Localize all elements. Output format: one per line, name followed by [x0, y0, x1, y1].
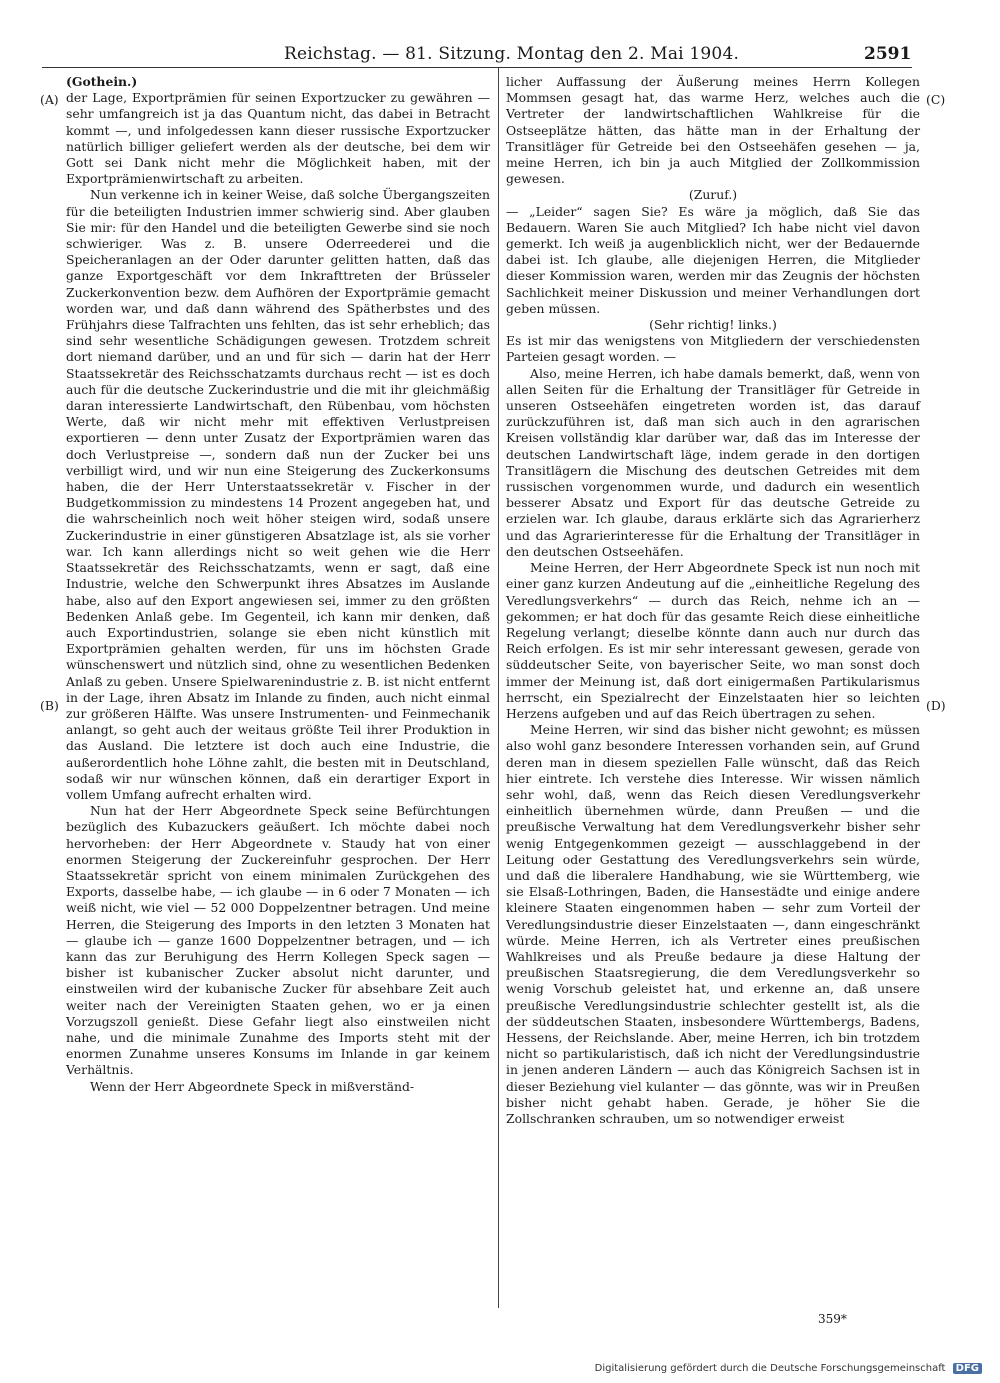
paragraph: — „Leider“ sagen Sie? Es wäre ja möglich, daß Sie das Bedauern. Waren Sie auch Mitglied? Ich habe nicht viel davon gemerkt. Ich weiß ja augenblicklich nicht, wer der Bedauernde dabei ist. Ich glaube, alle diejenigen Herren, die Mitglieder dieser Kommission waren, werden mir das Zeugnis der höchsten Sachlichkeit meiner Diskussion und meiner Verhandlungen dort geben müssen. [506, 203, 920, 316]
paragraph: Es ist mir das wenigstens von Mitgliedern der verschiedensten Parteien gesagt worden. — [506, 333, 920, 365]
dfg-logo: DFG [953, 1363, 982, 1374]
header-rule [42, 67, 912, 68]
page-header [0, 44, 1000, 68]
paragraph: Also, meine Herren, ich habe damals bemerkt, daß, wenn von allen Seiten für die Erhaltung der Transitläger für Getreide in unseren Ostseehäfen eingetreten worden ist, das darauf zurückzuführen ist, daß man sich auch in den agrarischen Kreisen vollständig klar darüber war, daß das im Interesse der deutschen Landwirtschaft läge, indem gerade in den dortigen Transitlägern die Mischung des deutschen Getreides mit dem russischen vorgenommen wurde, und dadurch ein wesentlich besserer Absatz und Export für das deutsche Getreide zu erzielen war. Ich glaube, daraus erklärte sich das Agrarierherz und das Agrarierinteresse für die Erhaltung der Transitläger in den deutschen Ostseehäfen. [506, 365, 920, 559]
paragraph: Nun hat der Herr Abgeordnete Speck seine Befürchtungen bezüglich des Kubazuckers geäußert. Ich möchte dabei noch hervorheben: der Herr Abgeordnete v. Staudy hat von einer enormen Steigerung der Zuckereinfuhr gesprochen. Der Herr Staatssekretär spricht von einem minimalen Zurückgehen des Exports, dasselbe habe, — ich glaube — in 6 oder 7 Monaten — ich weiß nicht, wie viel — 52 000 Doppelzentner betragen. Und meine Herren, die Steigerung des Imports in den letzten 3 Monaten hat — glaube ich — ganze 1600 Doppelzentner betragen, und — ich kann das zur Beruhigung des Herrn Kollegen Speck sagen — bisher ist kubanischer Zucker absolut nicht darunter, und einstweilen wird der kubanische Zucker für absehbare Zeit auch weiter nach der Vereinigten Staaten gehen, wo er ja einen Vorzugszoll genießt. Diese Gefahr liegt also einstweilen nicht nahe, und die minimale Zunahme des Imports steht mit der enormen Zunahme unseres Konsums im Inlande in gar keinem Verhältnis. [66, 803, 490, 1078]
margin-marker-c: (C) [926, 92, 946, 107]
speaker-name: (Gothein.) [66, 74, 138, 89]
paragraph: Meine Herren, der Herr Abgeordnete Speck ist nun noch mit einer ganz kurzen Andeutung auf die „einheitliche Regelung des Veredlungsverkehrs“ — durch das Reich, nehme ich an — gekommen; er hat doch für das gesamte Reich diese einheitliche Regelung verlangt; dieselbe könnte dann auch nur durch das Reich erfolgen. Es ist mir sehr interessant gewesen, gerade von süddeutscher Seite, von bayerischer Seite, wo man sonst doch immer der Meinung ist, daß dort einigermaßen Partikularismus herrscht, ein Spezialrecht der Einzelstaaten hier so leichten Herzens aufgeben und auf das Reich übertragen zu sehen. [506, 560, 920, 721]
page-number: 2591 [864, 44, 912, 64]
margin-marker-d: (D) [926, 698, 946, 713]
interjection: (Zuruf.) [688, 187, 738, 203]
margin-marker-b: (B) [40, 698, 59, 713]
interjection: (Sehr richtig! links.) [649, 317, 777, 333]
paragraph: Meine Herren, wir sind das bisher nicht gewohnt; es müssen also wohl ganz besondere Interessen vorhanden sein, auf Grund deren man in diesem speziellen Falle wünscht, daß das Reich hier eintrete. Ich verstehe dies Interesse. Wir wissen nämlich sehr wohl, daß, wenn das Reich diesen Veredlungsverkehr einheitlich übernehmen würde, dann Preußen — und die preußische Verwaltung hat dem Veredlungsverkehr bisher sehr wenig Entgegenkommen gezeigt — ausschlaggebend in der Leitung oder Gestattung des Veredlungsverkehrs sein würde, und daß die liberalere Handhabung, wie sie Württemberg, wie sie Elsaß-Lothringen, Baden, die Hansestädte und einige andere kleinere Staaten eingenommen haben — sehr zum Vorteil der Veredlungsindustrie dieser Einzelstaaten —, dann eingeschränkt würde. Meine Herren, ich als Vertreter eines preußischen Wahlkreises und als Preuße bedaure ja diese Haltung der preußischen Staatsregierung, die dem Veredlungsverkehr so wenig Vorschub geleistet hat, und erkenne an, daß unsere preußische Veredlungsindustrie schlechter gestellt ist, als die der süddeutschen Staaten, insbesondere Württembergs, Badens, Hessens, der Reichslande. Aber, meine Herren, ich bin trotzdem nicht so partikularistisch, daß ich nicht der Veredlungsindustrie in jenen anderen Ländern — auch das Königreich Sachsen ist in dieser Beziehung viel kulanter — das gönnte, was wir in Preußen bisher nicht gehabt haben. Gerade, je höher Sie die Zollschranken schrauben, um so notwendiger erweist [506, 722, 920, 1126]
paragraph: Nun verkenne ich in keiner Weise, daß solche Übergangszeiten für die beteiligten Industrien immer schwierig sind. Aber glauben Sie mir: für den Handel und die beteiligten Gewerbe sind sie noch schwieriger. Was z. B. unsere Oderreederei und die Speicheranlagen an der Oder darunter gelitten hatten, daß das ganze Exportgeschäft vor dem Inkrafttreten der Brüsseler Zuckerkonvention bezw. dem Aufhören der Exportprämie gemacht worden war, und daß dann während des Spätherbstes und des Frühjahrs diese Talfrachten uns fehlten, das ist sehr erheblich; das sind sehr wesentliche Schädigungen gewesen. Trotzdem schreit dort niemand darüber, und an und für sich — darin hat der Herr Staatssekretär des Reichsschatzamts durchaus recht — ist es doch auch für die deutsche Zuckerindustrie und die mit ihr gleichmäßig daran interessierte Landwirtschaft, den Rübenbau, vom höchsten Werte, daß wir nicht mehr mit effektiven Verlustpreisen exportieren — denn unter Zusatz der Exportprämien waren das doch Verlustpreise —, sondern daß nun der Zucker bei uns verbilligt wird, und wir nun eine Steigerung des Zuckerkonsums haben, die der Herr Unterstaatssekretär v. Fischer in der Budgetkommission zu mindestens 14 Prozent angegeben hat, und die wahrscheinlich noch weit höher steigen wird, sodaß unsere Zuckerindustrie in einer günstigeren Absatzlage ist, als sie vorher war. Ich kann allerdings nicht so weit gehen wie die Herr Staatssekretär des Reichsschatzamts, wenn er sagt, daß eine Industrie, welche den Schwerpunkt ihres Absatzes im Auslande habe, also auf den Export angewiesen sei, immer zu den größten Bedenken Anlaß gebe. Im Gegenteil, ich kann mir denken, daß auch Exportindustrien, solange sie eben nicht künstlich mit Exportprämien gehalten werden, für uns im höchsten Grade wünschenswert und nützlich sind, ohne zu wesentlichen Bedenken Anlaß zu geben. Unsere Spielwarenindustrie z. B. ist nicht entfernt in der Lage, ihren Absatz im Inlande zu finden, auch nicht einmal zur größeren Hälfte. Was unsere Instrumenten- und Feinmechanik anlangt, so geht auch der weitaus größte Teil ihrer Produktion in das Ausland. Die letztere ist doch auch eine Industrie, die außerordentlich hohe Löhne zahlt, die besten mit in Deutschland, sodaß wir nur wünschen können, daß ein derartiger Export in vollem Umfang aufrecht erhalten wird. [66, 187, 490, 802]
footer [595, 1363, 982, 1374]
column-divider [498, 68, 499, 1308]
left-column [66, 74, 490, 1095]
footer-credit: Digitalisierung gefördert durch die Deutsche Forschungsgemeinschaft [594, 1363, 946, 1374]
sheet-signature: 359* [818, 1312, 847, 1326]
paragraph: licher Auffassung der Äußerung meines Herrn Kollegen Mommsen gesagt hat, das warme Herz, welches auch die Vertreter der landwirtschaftlichen Wahlkreise für die Ostseeplätze hätten, das hätte man in der Erhaltung der Transitläger für Getreide bei den Ostseehäfen gesehen — ja, meine Herren, ich bin ja auch Mitglied der Zollkommission gewesen. [506, 74, 920, 187]
running-title: Reichstag. — 81. Sitzung. Montag den 2. Mai 1904. [284, 44, 740, 64]
paragraph: Wenn der Herr Abgeordnete Speck in mißverständ- [90, 1078, 415, 1094]
paragraph: der Lage, Exportprämien für seinen Exportzucker zu gewähren — sehr umfangreich ist ja das Quantum nicht, das dabei in Betracht kommt —, und infolgedessen kann dieser russische Exportzucker natürlich billiger geliefert werden als der deutsche, bei dem wir Gott sei Dank nicht mehr die Möglichkeit haben, mit der Exportprämienwirtschaft zu arbeiten. [66, 90, 490, 187]
right-column [506, 74, 920, 1127]
margin-marker-a: (A) [40, 92, 59, 107]
